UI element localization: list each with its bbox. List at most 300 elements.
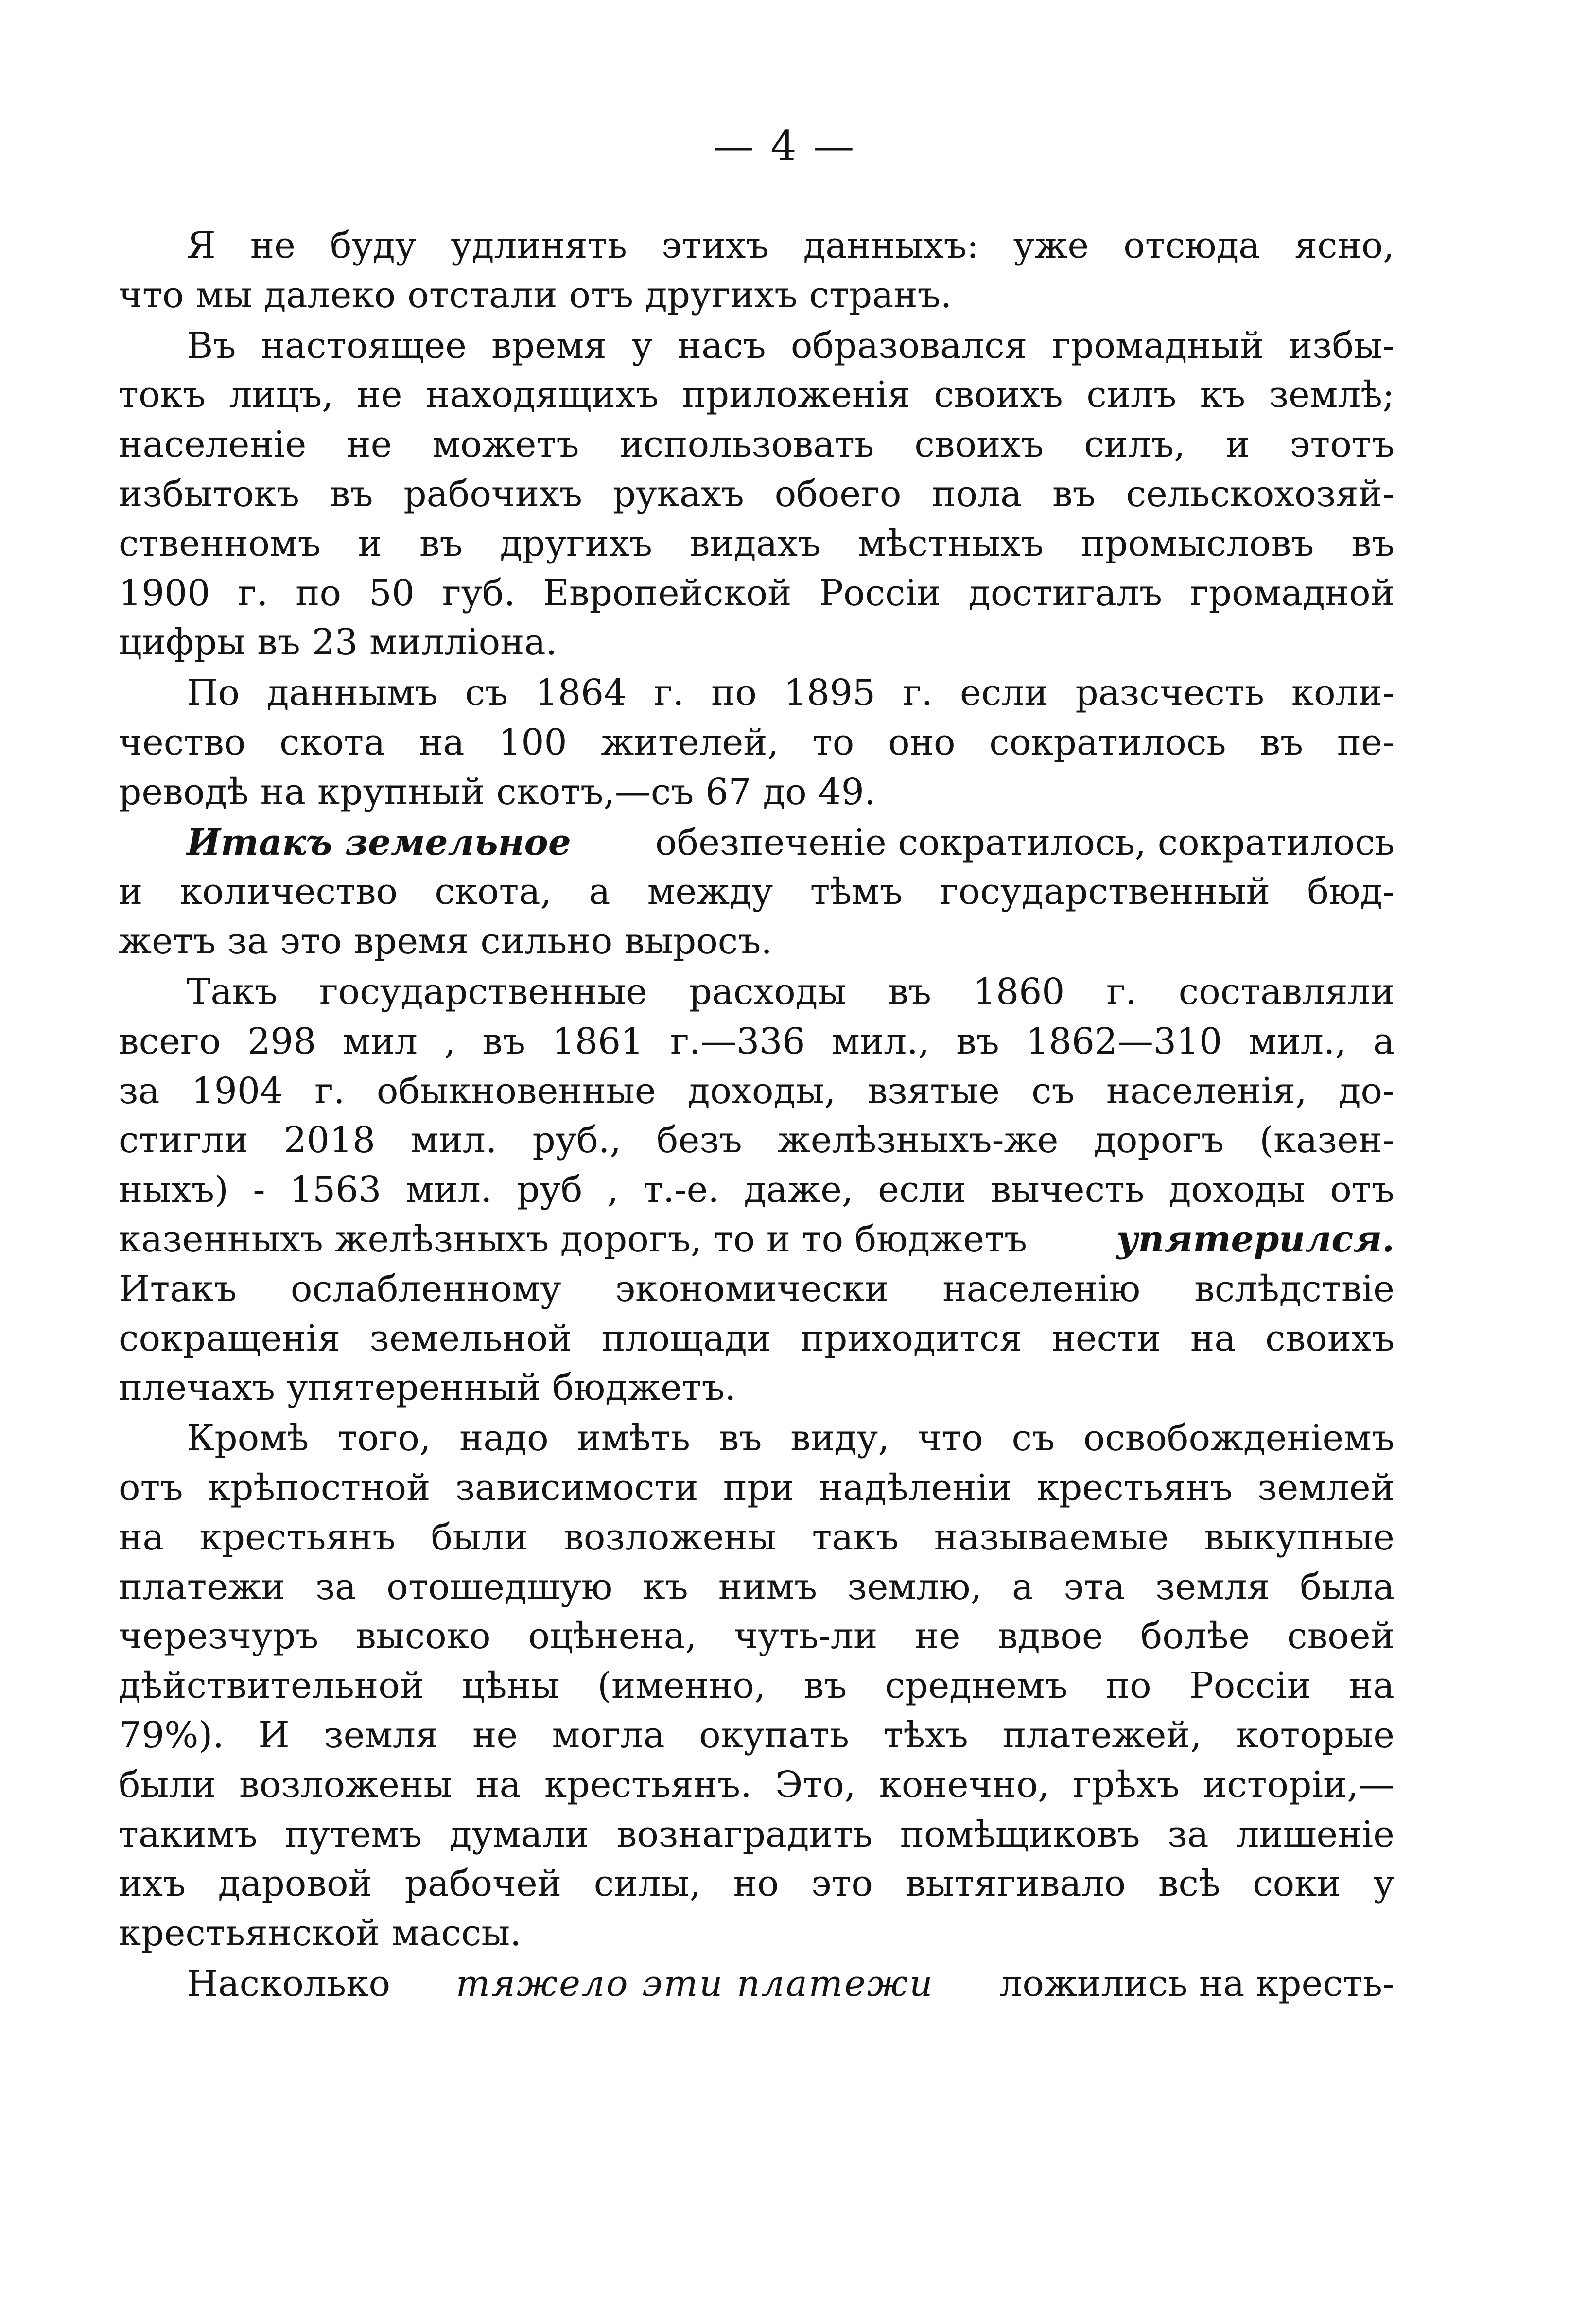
word: руб	[516, 1169, 583, 1211]
word: въ	[419, 522, 463, 564]
paragraph-7	[119, 1959, 1395, 2009]
word: оцѣнена,	[528, 1615, 697, 1657]
text-line-with-italic	[119, 1959, 1395, 2009]
word: за	[227, 920, 269, 963]
word: 1895	[784, 672, 876, 714]
word: ихъ	[119, 1863, 186, 1905]
text-line	[119, 420, 1395, 470]
word: не	[472, 1714, 518, 1756]
word: такъ	[812, 1516, 899, 1558]
word: этихъ	[662, 225, 769, 266]
word: г.	[1106, 970, 1137, 1013]
word: 23	[312, 621, 358, 664]
word: этотъ	[1290, 423, 1395, 466]
word: бюд-	[1307, 871, 1395, 913]
word: своихъ	[914, 423, 1044, 466]
text-line	[119, 1314, 1395, 1364]
word: избытокъ	[119, 473, 299, 515]
word: по	[296, 572, 342, 614]
text-line	[119, 1563, 1395, 1612]
word: площади	[601, 1317, 771, 1359]
word: силъ	[1086, 374, 1177, 416]
word: за	[1168, 1813, 1209, 1855]
text-line	[119, 1859, 1395, 1909]
word: такимъ	[119, 1813, 258, 1855]
word: землѣ;	[1269, 374, 1395, 416]
word: лицъ,	[229, 374, 333, 416]
word: губ.	[442, 572, 516, 614]
word: возложены	[563, 1516, 777, 1558]
word: пола	[932, 473, 1022, 515]
word: сокращенія	[119, 1317, 340, 1359]
word: конечно,	[879, 1763, 1049, 1806]
word: до	[763, 771, 807, 813]
word: а	[1012, 1566, 1034, 1608]
word: съ	[1011, 1417, 1055, 1460]
word: на	[260, 771, 306, 813]
word: милліона.	[369, 621, 558, 664]
word: путемъ	[284, 1813, 422, 1855]
word: были	[119, 1763, 216, 1806]
word: жетъ	[119, 920, 216, 963]
text-line	[119, 1810, 1395, 1860]
word: буду	[330, 225, 417, 266]
word: удлинять	[451, 225, 627, 266]
word: а	[1373, 1020, 1395, 1062]
word: крѣпостной	[208, 1466, 431, 1509]
word: своихъ	[934, 374, 1063, 416]
word: скота	[279, 721, 385, 763]
word: высоко	[356, 1615, 491, 1657]
word: И	[258, 1714, 290, 1756]
word: (именно,	[597, 1665, 766, 1707]
word: что	[119, 274, 184, 316]
word: за	[315, 1566, 357, 1608]
text-line	[119, 1265, 1395, 1314]
text-line	[119, 519, 1395, 569]
word: Россіи	[819, 572, 941, 614]
paragraph-3	[119, 669, 1395, 817]
text-line	[119, 1463, 1395, 1513]
word: 298	[247, 1020, 316, 1062]
paragraph-1	[119, 221, 1395, 320]
word: населенію	[942, 1268, 1141, 1310]
word: громадный	[1052, 324, 1264, 367]
word: реводѣ	[119, 771, 249, 813]
word: можетъ	[432, 423, 579, 466]
word: оно	[888, 721, 956, 763]
word: помѣщиковъ	[900, 1813, 1140, 1855]
word: на	[419, 721, 465, 763]
word: насъ	[677, 324, 766, 367]
word: Кромѣ	[187, 1417, 309, 1460]
word: доходы,	[687, 1070, 836, 1112]
word: взятые	[867, 1070, 1000, 1112]
word: токъ	[119, 374, 206, 416]
word: въ	[888, 970, 931, 1013]
word: всѣ	[1158, 1863, 1220, 1905]
text-line	[119, 917, 1395, 967]
word: мил	[343, 1020, 418, 1062]
word: грѣхъ	[1073, 1763, 1180, 1806]
word: не	[347, 423, 392, 466]
word: (казен-	[1259, 1119, 1395, 1162]
word: того,	[337, 1417, 431, 1460]
word: на	[1190, 1317, 1236, 1359]
word: платежи	[119, 1566, 285, 1608]
word: въ	[330, 473, 373, 515]
word: безъ	[656, 1119, 742, 1162]
word: жителей,	[601, 721, 779, 763]
text-line	[119, 221, 1395, 271]
word: зависимости	[455, 1466, 698, 1509]
word: образовался	[790, 324, 1028, 367]
text-line	[119, 669, 1395, 718]
word: Европейской	[542, 572, 792, 614]
word: платежей,	[1002, 1714, 1202, 1756]
word: Я	[187, 225, 216, 266]
word: стигли	[119, 1119, 248, 1162]
paragraph-6	[119, 1414, 1395, 1958]
word: въ	[803, 1665, 847, 1707]
word: цѣны	[462, 1665, 559, 1707]
word: ослабленному	[290, 1268, 561, 1310]
word: чуть-ли	[734, 1615, 878, 1657]
word: находящихъ	[426, 374, 659, 416]
word: 1862—310	[1026, 1020, 1222, 1062]
word: г.	[654, 672, 684, 714]
text-line	[119, 1165, 1395, 1215]
word: мил.,	[832, 1020, 930, 1062]
word: а	[589, 871, 610, 913]
word: руб.,	[532, 1119, 621, 1162]
word: пе-	[1337, 721, 1395, 763]
word: въ	[1351, 522, 1395, 564]
word: экономически	[615, 1268, 889, 1310]
word: нести	[1051, 1317, 1161, 1359]
word: которые	[1236, 1714, 1395, 1756]
word: могла	[552, 1714, 665, 1756]
word: коли-	[1291, 672, 1395, 714]
text-line	[119, 718, 1395, 768]
word: отъ	[119, 1466, 183, 1509]
word: крестьянъ.	[544, 1763, 752, 1806]
word: скотъ,—съ	[496, 771, 694, 813]
word: что	[918, 1417, 983, 1460]
word: надо	[459, 1417, 549, 1460]
word: рукахъ	[612, 473, 744, 515]
line-tail: ложились на кресть-	[999, 1962, 1395, 2005]
word: даннымъ	[266, 672, 438, 714]
word: но	[733, 1863, 779, 1905]
word: государственные	[319, 970, 647, 1013]
word: думали	[449, 1813, 589, 1855]
word: -	[253, 1169, 265, 1211]
word: сильно	[480, 920, 613, 963]
word: если	[960, 672, 1048, 714]
word: отсюда	[1123, 225, 1260, 266]
word: и	[1225, 423, 1250, 466]
word: ясно,	[1294, 225, 1395, 266]
word: по	[1105, 1665, 1151, 1707]
word: бюджетъ.	[552, 1367, 736, 1409]
word: крупный	[317, 771, 485, 813]
word: 1864	[535, 672, 627, 714]
word: силы,	[593, 1863, 701, 1905]
italic-word: упятерился.	[1116, 1218, 1395, 1260]
text-line	[119, 968, 1395, 1017]
word: если	[878, 1169, 966, 1211]
word: въ	[718, 1417, 762, 1460]
word: на	[1349, 1665, 1395, 1707]
word: тѣмъ	[810, 871, 903, 913]
word: другихъ	[645, 274, 798, 316]
word: чество	[119, 721, 246, 763]
word: 1860	[973, 970, 1065, 1013]
word: дѣйствительной	[119, 1665, 424, 1707]
word: г.	[314, 1070, 345, 1112]
text-line	[119, 618, 1395, 668]
word: 67	[705, 771, 751, 813]
word: массы.	[391, 1912, 522, 1954]
word: 1904	[191, 1070, 283, 1112]
word: въ	[1260, 721, 1304, 763]
word: исторіи,—	[1203, 1763, 1395, 1806]
word: 1563	[290, 1169, 382, 1211]
word: надѣленіи	[819, 1466, 1012, 1509]
word: возложены	[239, 1763, 453, 1806]
word: даровой	[218, 1863, 372, 1905]
word: въ	[956, 1020, 999, 1062]
word: мил.,	[1249, 1020, 1347, 1062]
word: мил.	[405, 1169, 492, 1211]
word: расходы	[689, 970, 847, 1013]
word: землей	[1257, 1466, 1395, 1509]
word: время	[353, 920, 469, 963]
body-text	[119, 221, 1395, 2010]
word: это	[811, 1863, 873, 1905]
word: крестьянъ	[199, 1516, 396, 1558]
text-line	[119, 1116, 1395, 1165]
word: по	[711, 672, 757, 714]
word: въ	[1052, 473, 1096, 515]
word: приложенія	[682, 374, 910, 416]
text-line	[119, 1661, 1395, 1711]
word: г.—336	[670, 1020, 805, 1062]
word: ,	[444, 1020, 456, 1062]
text-line	[119, 1909, 1395, 1958]
word: мы	[195, 274, 252, 316]
word: ственномъ	[119, 522, 321, 564]
word: составляли	[1178, 970, 1395, 1013]
word: т.-е.	[643, 1169, 719, 1211]
word: 79%).	[119, 1714, 224, 1756]
italic-phrase: тяжело эти платежи	[455, 1962, 934, 2005]
word: данныхъ:	[803, 225, 979, 266]
word: вычесть	[991, 1169, 1145, 1211]
word: съ	[1031, 1070, 1075, 1112]
word: рабочей	[404, 1863, 562, 1905]
word: то	[812, 721, 854, 763]
paragraph-5	[119, 968, 1395, 1413]
text-line	[119, 1612, 1395, 1661]
word: окупать	[699, 1714, 850, 1756]
word: г.	[902, 672, 933, 714]
word: По	[187, 672, 240, 714]
word: была	[1300, 1566, 1395, 1608]
word: до-	[1338, 1070, 1395, 1112]
word: сельскохозяй-	[1126, 473, 1395, 515]
word: цифры	[119, 621, 246, 664]
word: своей	[1287, 1615, 1395, 1657]
word: у	[1373, 1863, 1395, 1905]
word: время	[491, 324, 607, 367]
word: избы-	[1288, 324, 1395, 367]
word: громадной	[1189, 572, 1395, 614]
word: количество	[179, 871, 398, 913]
text-line	[119, 370, 1395, 420]
word: въ	[257, 621, 300, 664]
word: отъ	[569, 274, 634, 316]
word: Россіи	[1189, 1665, 1311, 1707]
word: 49.	[818, 771, 876, 813]
word: 50	[368, 572, 415, 614]
word: 1861	[552, 1020, 644, 1062]
word: на	[475, 1763, 521, 1806]
word: г.	[238, 572, 268, 614]
line-start: казенныхъ желѣзныхъ дорогъ, то и то бюджетъ	[119, 1218, 1028, 1260]
word: населеніе	[119, 423, 307, 466]
word: имѣть	[577, 1417, 691, 1460]
text-line-with-italic	[119, 818, 1395, 868]
word: у	[631, 324, 653, 367]
word: видахъ	[689, 522, 821, 564]
word: всего	[119, 1020, 221, 1062]
word: даже,	[744, 1169, 854, 1211]
word: не	[357, 374, 402, 416]
text-line	[119, 1067, 1395, 1116]
word: желѣзныхъ-же	[777, 1119, 1059, 1162]
word: государственный	[940, 871, 1271, 913]
text-line	[119, 1761, 1395, 1810]
text-line	[119, 1017, 1395, 1067]
word: въ	[482, 1020, 525, 1062]
word: выкупные	[1204, 1516, 1395, 1558]
word: выросъ.	[624, 920, 772, 963]
text-line	[119, 867, 1395, 917]
word: разсчесть	[1075, 672, 1265, 714]
text-line	[119, 470, 1395, 519]
word: это	[280, 920, 342, 963]
word: плечахъ	[119, 1367, 275, 1409]
word: отошедшую	[386, 1566, 613, 1608]
word: использовать	[619, 423, 874, 466]
word: и	[358, 522, 382, 564]
word: 1900	[119, 572, 210, 614]
word: другихъ	[500, 522, 652, 564]
word: тѣхъ	[883, 1714, 968, 1756]
word: населенія,	[1106, 1070, 1307, 1112]
word: на	[119, 1516, 164, 1558]
text-line	[119, 321, 1395, 371]
word: Это,	[775, 1763, 856, 1806]
word: Итакъ	[119, 1268, 237, 1310]
word: обыкновенные	[376, 1070, 656, 1112]
word: скота,	[435, 871, 552, 913]
word: при	[723, 1466, 794, 1509]
word: 2018	[283, 1119, 376, 1162]
word: называемые	[934, 1516, 1169, 1558]
word: ,	[607, 1169, 619, 1211]
word: промысловъ	[1081, 522, 1314, 564]
word: виду,	[790, 1417, 889, 1460]
paragraph-2	[119, 321, 1395, 668]
word: лишеніе	[1236, 1813, 1395, 1855]
word: освобожденіемъ	[1083, 1417, 1395, 1460]
word: далеко	[263, 274, 396, 316]
word: среднемъ	[885, 1665, 1068, 1707]
word: и	[119, 871, 143, 913]
text-line	[119, 768, 1395, 817]
word: отстали	[407, 274, 558, 316]
word: земля	[324, 1714, 438, 1756]
text-line	[119, 569, 1395, 618]
text-line	[119, 1363, 1395, 1413]
word: Въ	[187, 324, 236, 367]
word: обоего	[774, 473, 902, 515]
word: болѣе	[1140, 1615, 1250, 1657]
word: съ	[465, 672, 508, 714]
word: вдвое	[997, 1615, 1103, 1657]
word: эта	[1063, 1566, 1125, 1608]
word: вслѣдствіе	[1194, 1268, 1395, 1310]
word: мѣстныхъ	[858, 522, 1044, 564]
word: къ	[1200, 374, 1246, 416]
text-line	[119, 1414, 1395, 1463]
word: достигалъ	[968, 572, 1163, 614]
word: вознаградить	[616, 1813, 873, 1855]
word: между	[647, 871, 773, 913]
word: силъ,	[1084, 423, 1185, 466]
word: за	[119, 1070, 160, 1112]
word: соки	[1253, 1863, 1341, 1905]
text-line	[119, 1711, 1395, 1761]
word: нимъ	[718, 1566, 818, 1608]
text-line	[119, 1513, 1395, 1563]
word: землю,	[847, 1566, 982, 1608]
word: земельной	[369, 1317, 572, 1359]
word: странъ.	[809, 274, 952, 316]
word: были	[431, 1516, 528, 1558]
paragraph-4	[119, 818, 1395, 967]
word: вытягивало	[905, 1863, 1126, 1905]
word: уже	[1013, 225, 1089, 266]
word: дорогъ	[1094, 1119, 1224, 1162]
word: мил.	[411, 1119, 497, 1162]
word: приходится	[800, 1317, 1022, 1359]
word: отъ	[1330, 1169, 1395, 1211]
word: къ	[643, 1566, 688, 1608]
text-line	[119, 271, 1395, 320]
line-rest: обезпеченіе сократилось, сократилось	[655, 821, 1395, 863]
text-line-with-italic	[119, 1215, 1395, 1265]
word: крестьянъ	[1036, 1466, 1233, 1509]
page-number: — 4 —	[713, 122, 856, 170]
word: черезчуръ	[119, 1615, 319, 1657]
word: Такъ	[187, 970, 278, 1013]
word: настоящее	[261, 324, 467, 367]
word: крестьянской	[119, 1912, 380, 1954]
